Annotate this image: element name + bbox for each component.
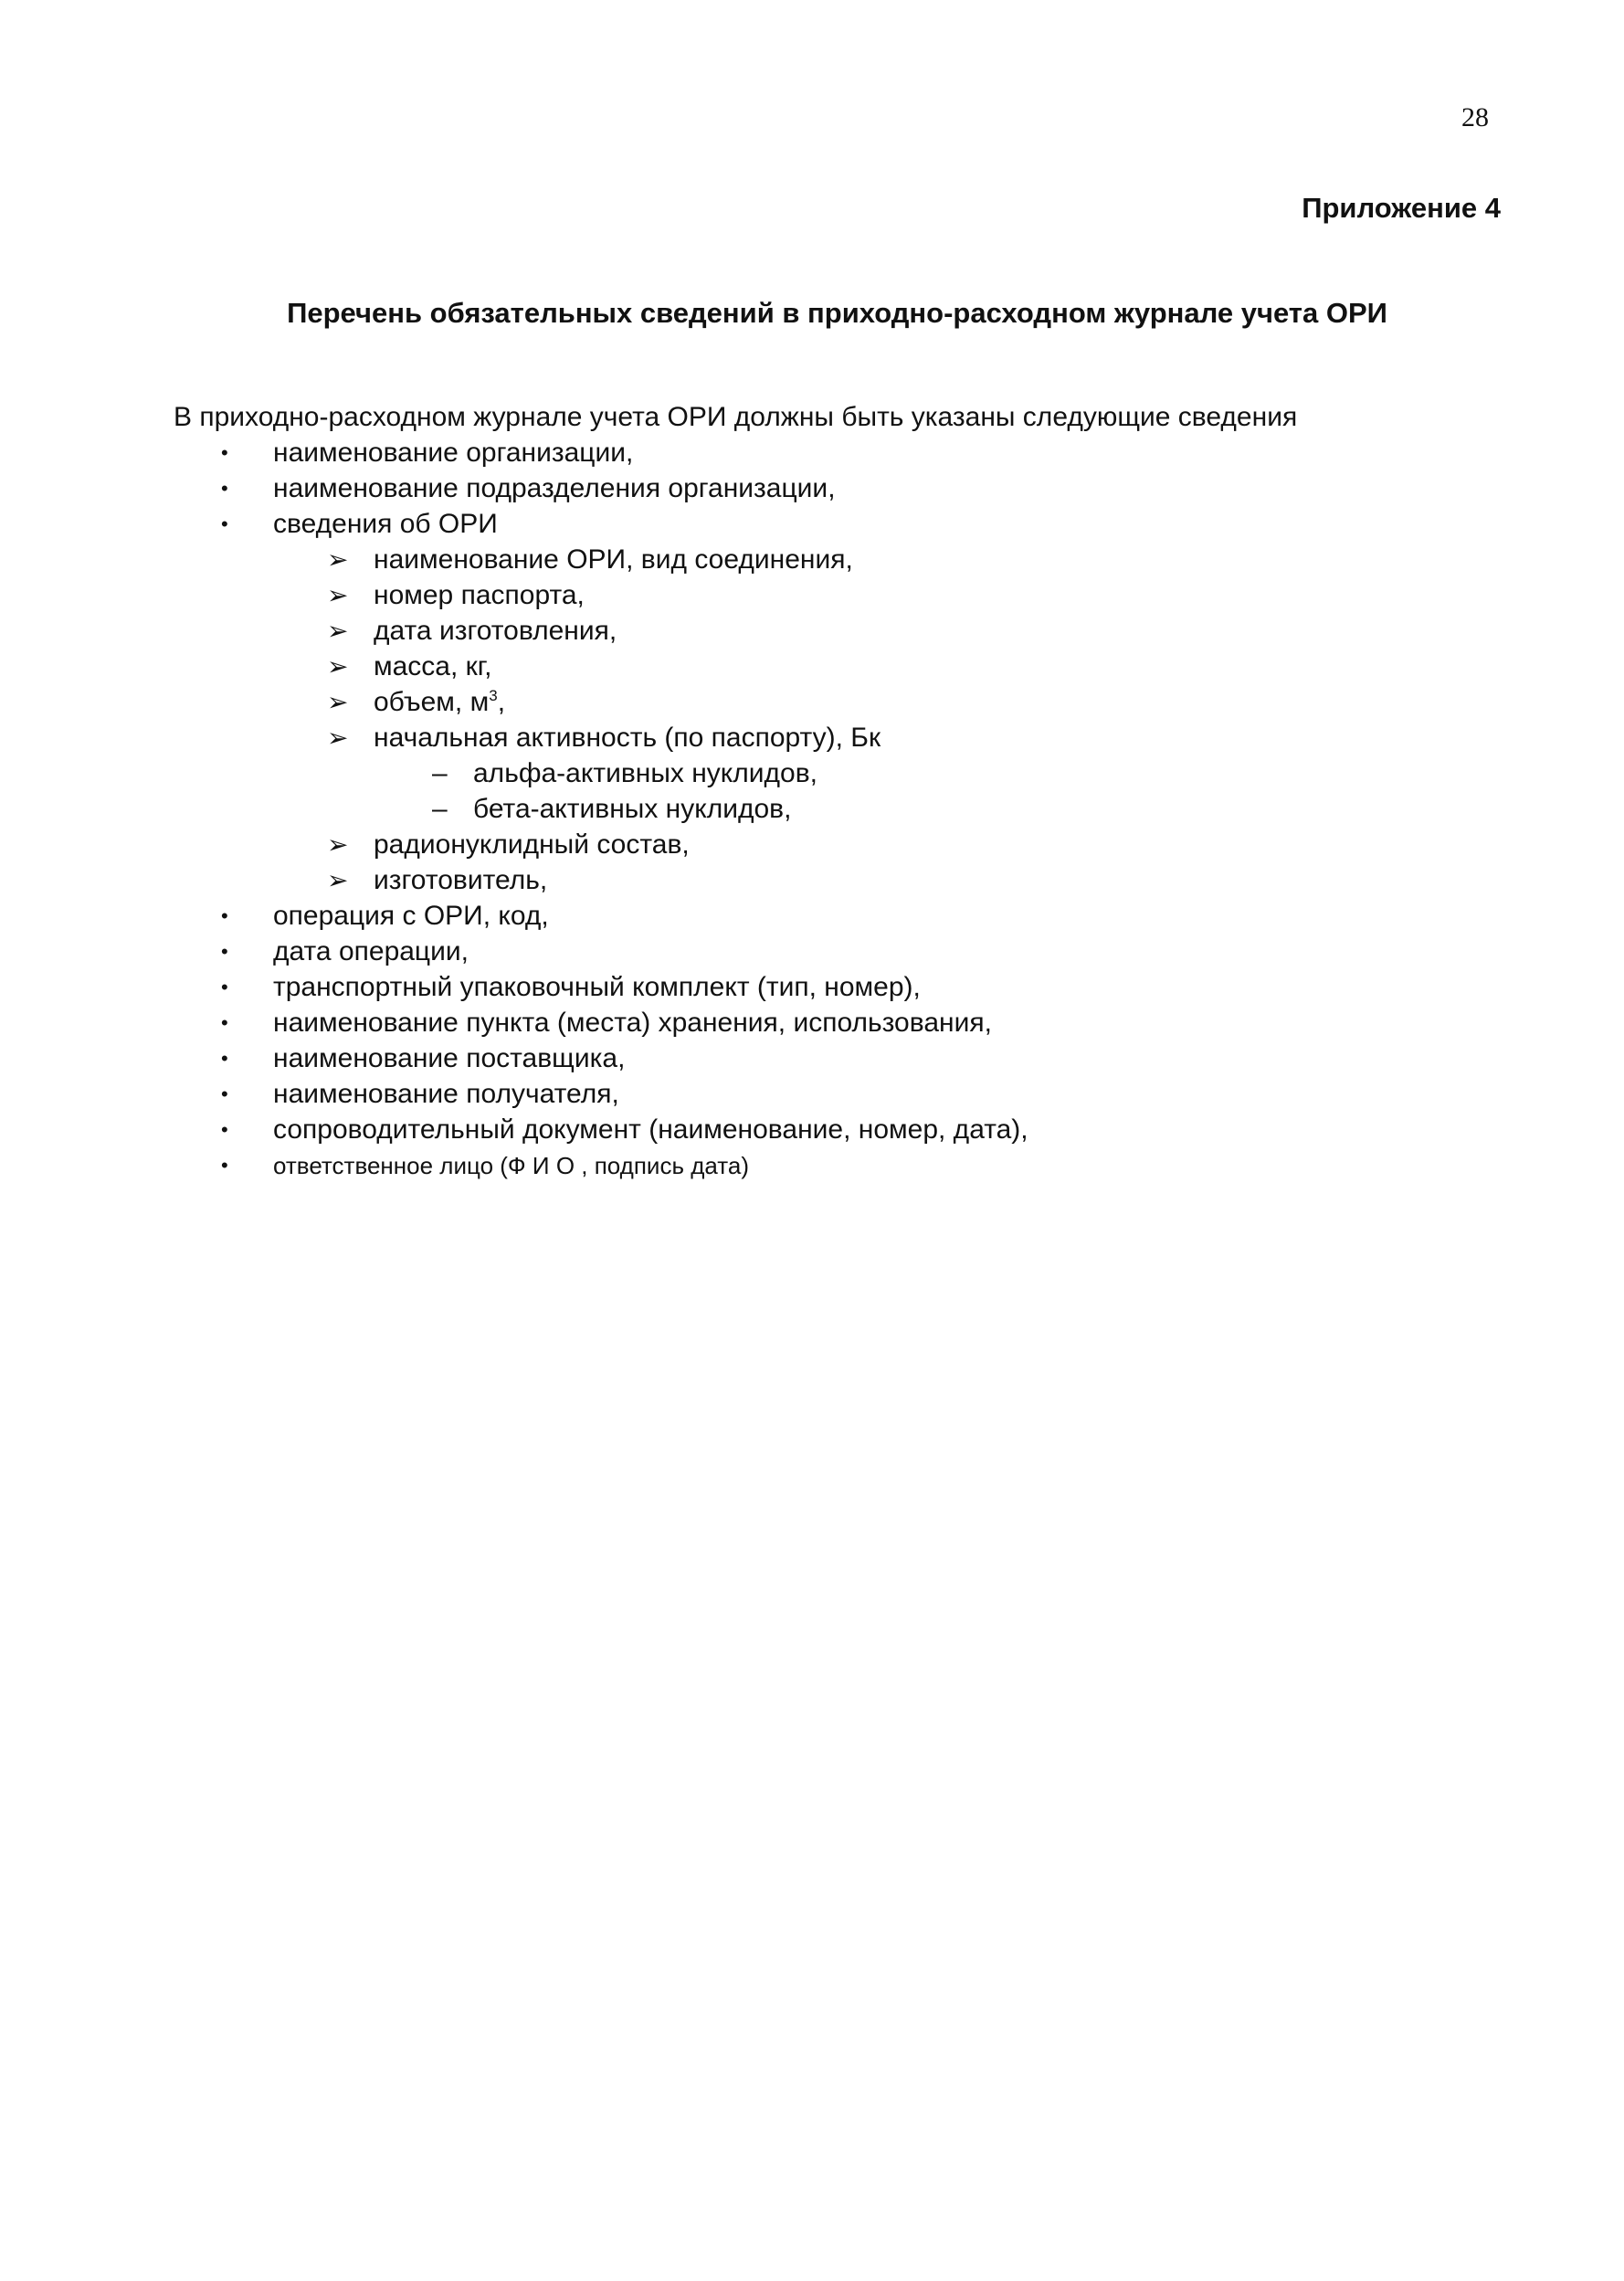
list-item-text: ответственное лицо (Ф И О , подпись дата) [273, 1152, 750, 1179]
list-item [174, 1005, 1452, 1040]
sub-list-item [174, 827, 1452, 862]
sub-list-item [174, 720, 1452, 755]
arrow-bullet-icon: ➢ [327, 652, 349, 681]
superscript: 3 [489, 687, 498, 704]
sub-list-item-text: номер паспорта, [374, 580, 585, 610]
list-item-text: сопроводительный документ (наименование, номер, дата), [273, 1114, 1028, 1145]
list-item-text: сведения об ОРИ [273, 509, 498, 539]
list-item-text: дата операции, [273, 936, 469, 966]
dash-bullet-icon: – [432, 758, 448, 788]
sub-list-item-text: изготовитель, [374, 865, 548, 895]
bullet-icon: • [221, 940, 228, 963]
list-item [174, 435, 1452, 470]
list-item [174, 1112, 1452, 1147]
list-item [174, 506, 1452, 542]
bullet-icon: • [221, 1011, 228, 1034]
sub-list-item [174, 649, 1452, 684]
list-item-text: операция с ОРИ, код, [273, 901, 549, 931]
list-item [174, 898, 1452, 934]
sub-sub-list-item [174, 791, 1452, 827]
sub-list-item [174, 542, 1452, 577]
bullet-icon: • [221, 1154, 228, 1177]
arrow-bullet-icon: ➢ [327, 581, 349, 609]
sub-list-item [174, 862, 1452, 898]
arrow-bullet-icon: ➢ [327, 866, 349, 894]
list-item-text: наименование получателя, [273, 1079, 619, 1109]
sub-list-item-text: дата изготовления, [374, 616, 617, 646]
bullet-icon: • [221, 1047, 228, 1070]
sub-sub-list-item-text: альфа-активных нуклидов, [473, 758, 817, 788]
list-item [174, 934, 1452, 969]
list-item-text: транспортный упаковочный комплект (тип, номер), [273, 972, 921, 1002]
bullet-icon: • [221, 904, 228, 927]
list-item-text: наименование подразделения организации, [273, 473, 836, 503]
arrow-bullet-icon: ➢ [327, 617, 349, 645]
sub-list-item [174, 613, 1452, 649]
sub-list-item-text-suffix: , [497, 687, 506, 717]
sub-list-item [174, 577, 1452, 613]
bullet-icon: • [221, 976, 228, 998]
page-number: 28 [1461, 102, 1489, 132]
sub-list-item-text: наименование ОРИ, вид соединения, [374, 544, 853, 575]
sub-sub-list-item-text: бета-активных нуклидов, [473, 794, 792, 824]
bullet-icon: • [221, 1118, 228, 1141]
bullet-icon: • [221, 512, 228, 535]
bullet-icon: • [221, 441, 228, 464]
list-item-text: наименование организации, [273, 438, 634, 468]
arrow-bullet-icon: ➢ [327, 830, 349, 859]
list-item-text: наименование поставщика, [273, 1043, 626, 1073]
sub-list-item-text: начальная активность (по паспорту), Бк [374, 723, 881, 753]
bullet-icon: • [221, 1082, 228, 1105]
dash-bullet-icon: – [432, 794, 448, 824]
list-item [174, 1076, 1452, 1112]
sub-list-item-text: объем, м [374, 687, 490, 717]
sub-list-item [174, 684, 1452, 720]
list-item-text: наименование пункта (места) хранения, использования, [273, 1008, 992, 1038]
arrow-bullet-icon: ➢ [327, 688, 349, 716]
sub-list-item-text: радионуклидный состав, [374, 829, 690, 860]
list-item [174, 1040, 1452, 1076]
list-item [174, 470, 1452, 506]
list-item [174, 969, 1452, 1005]
document-body [174, 399, 1452, 1184]
sub-list-item-text: масса, кг, [374, 651, 492, 681]
arrow-bullet-icon: ➢ [327, 545, 349, 574]
sub-sub-list-item [174, 755, 1452, 791]
list-item [174, 1147, 1452, 1184]
document-title: Перечень обязательных сведений в приходно-расходном журнале учета ОРИ [287, 297, 1387, 329]
appendix-label: Приложение 4 [1302, 192, 1501, 224]
arrow-bullet-icon: ➢ [327, 723, 349, 752]
intro-paragraph: В приходно-расходном журнале учета ОРИ должны быть указаны следующие сведения [174, 402, 1298, 432]
bullet-icon: • [221, 477, 228, 500]
